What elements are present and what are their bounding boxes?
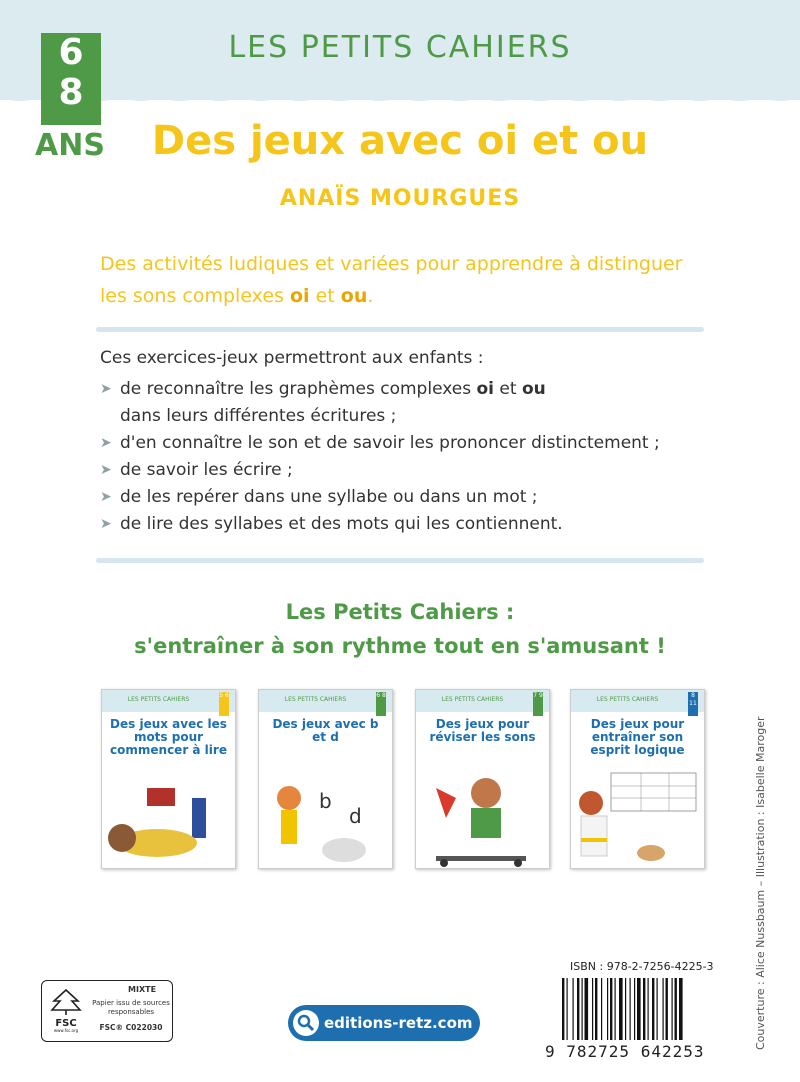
svg-text:www.fsc.org: www.fsc.org — [53, 1028, 79, 1033]
arrow-bullet-icon: ➤ — [100, 489, 112, 505]
book-cover-sons: LES PETITS CAHIERS 7 9 Des jeux pour réviser les sons — [415, 689, 550, 869]
age-badge — [41, 33, 101, 125]
list-item: ➤ de lire des syllabes et des mots qui les contiennent. — [100, 511, 720, 538]
age-label: ANS — [35, 128, 105, 163]
fsc-tree-logo-icon — [48, 987, 84, 1033]
fsc-text: Papier issu de sources responsables — [92, 999, 170, 1016]
isbn: ISBN : 978-2-7256-4225-3 — [570, 960, 714, 973]
fsc-code: FSC® C022030 — [99, 1023, 163, 1032]
intro-line-2: les sons complexes oi et ou. — [100, 285, 374, 307]
book-title: Des jeux avec oi et ou — [151, 118, 649, 164]
arrow-bullet-icon: ➤ — [100, 516, 112, 532]
age-top: 6 — [58, 32, 84, 73]
arrow-bullet-icon: ➤ — [100, 435, 112, 451]
series-title: LES PETITS CAHIERS — [228, 30, 572, 65]
svg-text:d: d — [349, 804, 362, 828]
age-bottom: 8 — [58, 72, 84, 113]
list-item: ➤ de savoir les écrire ; — [100, 457, 720, 484]
website-link[interactable] — [288, 1005, 480, 1041]
list-intro: Ces exercices-jeux permettront aux enfants : — [100, 348, 484, 368]
barcode-bars-icon — [560, 978, 720, 1040]
book-illustration-icon — [259, 768, 392, 868]
arrow-bullet-icon: ➤ — [100, 381, 112, 397]
author-name: ANAÏS MOURGUES — [279, 186, 521, 211]
list-item: ➤ de les repérer dans une syllabe ou dans un mot ; — [100, 484, 720, 511]
intro-ou: ou — [340, 285, 368, 307]
svg-text:b: b — [319, 789, 332, 813]
tagline-line-1: Les Petits Cahiers : — [285, 600, 515, 624]
objectives-list — [100, 376, 720, 538]
book-illustration-icon — [416, 768, 549, 868]
barcode — [545, 978, 725, 1068]
website-text: editions-retz.com — [324, 1014, 473, 1032]
fsc-label — [41, 980, 173, 1042]
intro-text — [100, 248, 720, 312]
book-cover-logique: LES PETITS CAHIERS 8 11 Des jeux pour entraîner son esprit logique — [570, 689, 705, 869]
book-cover-mots: LES PETITS CAHIERS 5 6 Des jeux avec les mots pour commencer à lire — [101, 689, 236, 869]
header-wave — [0, 88, 800, 112]
list-item: ➤ de reconnaître les graphèmes complexes oi et ou dans leurs différentes écritures ; — [100, 376, 720, 430]
tagline-line-2: s'entraîner à son rythme tout en s'amusant ! — [134, 634, 666, 658]
book-cover-b-d: LES PETITS CAHIERS 6 8 Des jeux avec b et d b d — [258, 689, 393, 869]
divider-top — [96, 327, 704, 332]
intro-line-1: Des activités ludiques et variées pour apprendre à distinguer — [100, 253, 683, 275]
fsc-mixte: MIXTE — [128, 985, 157, 994]
illustration-credit: Couverture : Alice Nussbaum – Illustration : Isabelle Maroger — [754, 716, 767, 1050]
divider-bottom — [96, 558, 704, 563]
book-illustration-icon — [571, 768, 704, 868]
svg-text:FSC: FSC — [55, 1018, 77, 1029]
book-illustration-icon — [102, 768, 235, 868]
intro-oi: oi — [289, 285, 310, 307]
barcode-digits: 9 782725 642253 — [545, 1042, 705, 1061]
search-icon — [293, 1010, 319, 1036]
list-item: ➤ d'en connaître le son et de savoir les prononcer distinctement ; — [100, 430, 720, 457]
arrow-bullet-icon: ➤ — [100, 462, 112, 478]
